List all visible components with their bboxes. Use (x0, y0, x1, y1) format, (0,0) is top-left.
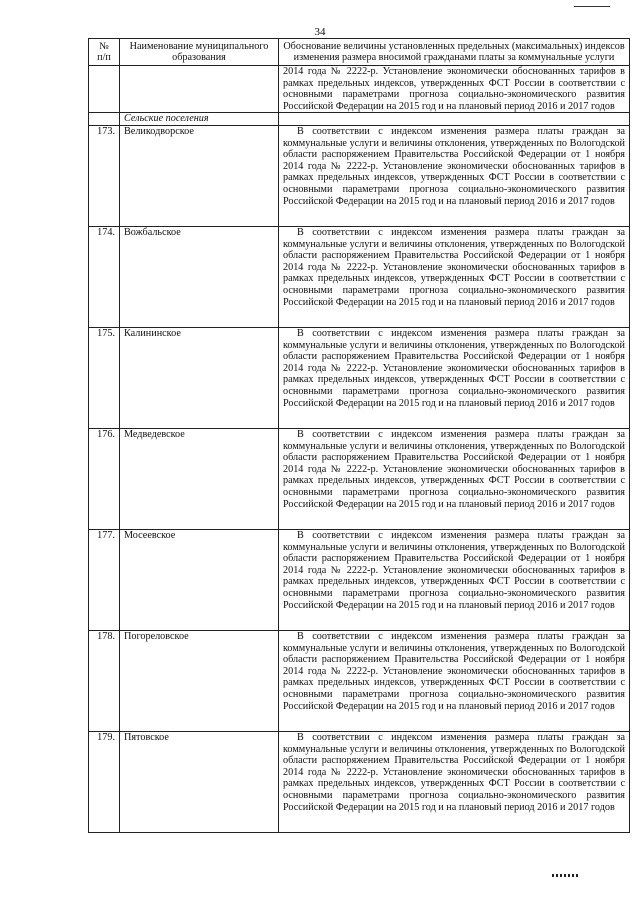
header-name: Наименование муниципального образования (120, 39, 279, 66)
basis-text: В соответствии с индексом изменения размера платы граждан за коммунальные услуги и величины отклонения, утвержденных по Вологодской области распоряжением Правительства Российской Федерации от 1 ноября 2014 года № 2222-р. Установление экономически обоснованных тарифов в рамках предельных индексов, утвержденных ФСТ России в соответствии с основными параметрами прогноза социально-экономического развития Российской Федерации на 2015 год и на плановый период 2016 и 2017 годов (279, 630, 630, 731)
section-label: Сельские поселения (120, 113, 279, 126)
table-row (89, 428, 630, 529)
basis-text: В соответствии с индексом изменения размера платы граждан за коммунальные услуги и величины отклонения, утвержденных по Вологодской области распоряжением Правительства Российской Федерации от 1 ноября 2014 года № 2222-р. Установление экономически обоснованных тарифов в рамках предельных индексов, утвержденных ФСТ России в соответствии с основными параметрами прогноза социально-экономического развития Российской Федерации на 2015 год и на плановый период 2016 и 2017 годов (279, 529, 630, 630)
page-number: 34 (314, 26, 326, 38)
basis-text: В соответствии с индексом изменения размера платы граждан за коммунальные услуги и величины отклонения, утвержденных по Вологодской области распоряжением Правительства Российской Федерации от 1 ноября 2014 года № 2222-р. Установление экономически обоснованных тарифов в рамках предельных индексов, утвержденных ФСТ России в соответствии с основными параметрами прогноза социально-экономического развития Российской Федерации на 2015 год и на плановый период 2016 и 2017 годов (279, 125, 630, 226)
continuation-row (89, 66, 630, 113)
municipality-name: Калининское (120, 327, 279, 428)
header-basis: Обоснование величины установленных предельных (максимальных) индексов изменения размера вносимой гражданами платы за коммунальные услуги (279, 39, 630, 66)
corner-line (574, 6, 610, 7)
municipality-name: Погореловское (120, 630, 279, 731)
basis-text: В соответствии с индексом изменения размера платы граждан за коммунальные услуги и величины отклонения, утвержденных по Вологодской области распоряжением Правительства Российской Федерации от 1 ноября 2014 года № 2222-р. Установление экономически обоснованных тарифов в рамках предельных индексов, утвержденных ФСТ России в соответствии с основными параметрами прогноза социально-экономического развития Российской Федерации на 2015 год и на плановый период 2016 и 2017 годов (279, 428, 630, 529)
tariff-table (88, 38, 630, 833)
table-row (89, 125, 630, 226)
basis-text: В соответствии с индексом изменения размера платы граждан за коммунальные услуги и величины отклонения, утвержденных по Вологодской области распоряжением Правительства Российской Федерации от 1 ноября 2014 года № 2222-р. Установление экономически обоснованных тарифов в рамках предельных индексов, утвержденных ФСТ России в соответствии с основными параметрами прогноза социально-экономического развития Российской Федерации на 2015 год и на плановый период 2016 и 2017 годов (279, 226, 630, 327)
table-row (89, 226, 630, 327)
row-number: 176. (89, 428, 120, 529)
continuation-text: 2014 года № 2222-р. Установление экономически обоснованных тарифов в рамках предельных индексов, утвержденных ФСТ России в соответствии с основными параметрами прогноза социально-экономического развития Российской Федерации на 2015 год и на плановый период 2016 и 2017 годов (279, 66, 630, 113)
scan-mark (552, 874, 578, 877)
basis-text: В соответствии с индексом изменения размера платы граждан за коммунальные услуги и величины отклонения, утвержденных по Вологодской области распоряжением Правительства Российской Федерации от 1 ноября 2014 года № 2222-р. Установление экономически обоснованных тарифов в рамках предельных индексов, утвержденных ФСТ России в соответствии с основными параметрами прогноза социально-экономического развития Российской Федерации на 2015 год и на плановый период 2016 и 2017 годов (279, 327, 630, 428)
table-header-row (89, 39, 630, 66)
table-row (89, 630, 630, 731)
table-row (89, 731, 630, 832)
table-row (89, 327, 630, 428)
header-num: № п/п (89, 39, 120, 66)
section-row (89, 113, 630, 126)
municipality-name: Мосеевское (120, 529, 279, 630)
row-number: 173. (89, 125, 120, 226)
row-number: 177. (89, 529, 120, 630)
basis-text: В соответствии с индексом изменения размера платы граждан за коммунальные услуги и величины отклонения, утвержденных по Вологодской области распоряжением Правительства Российской Федерации от 1 ноября 2014 года № 2222-р. Установление экономически обоснованных тарифов в рамках предельных индексов, утвержденных ФСТ России в соответствии с основными параметрами прогноза социально-экономического развития Российской Федерации на 2015 год и на плановый период 2016 и 2017 годов (279, 731, 630, 832)
municipality-name: Медведевское (120, 428, 279, 529)
row-number: 175. (89, 327, 120, 428)
municipality-name: Пятовское (120, 731, 279, 832)
municipality-name: Вожбальское (120, 226, 279, 327)
municipality-name: Великодворское (120, 125, 279, 226)
row-number: 178. (89, 630, 120, 731)
table-row (89, 529, 630, 630)
row-number: 174. (89, 226, 120, 327)
row-number: 179. (89, 731, 120, 832)
